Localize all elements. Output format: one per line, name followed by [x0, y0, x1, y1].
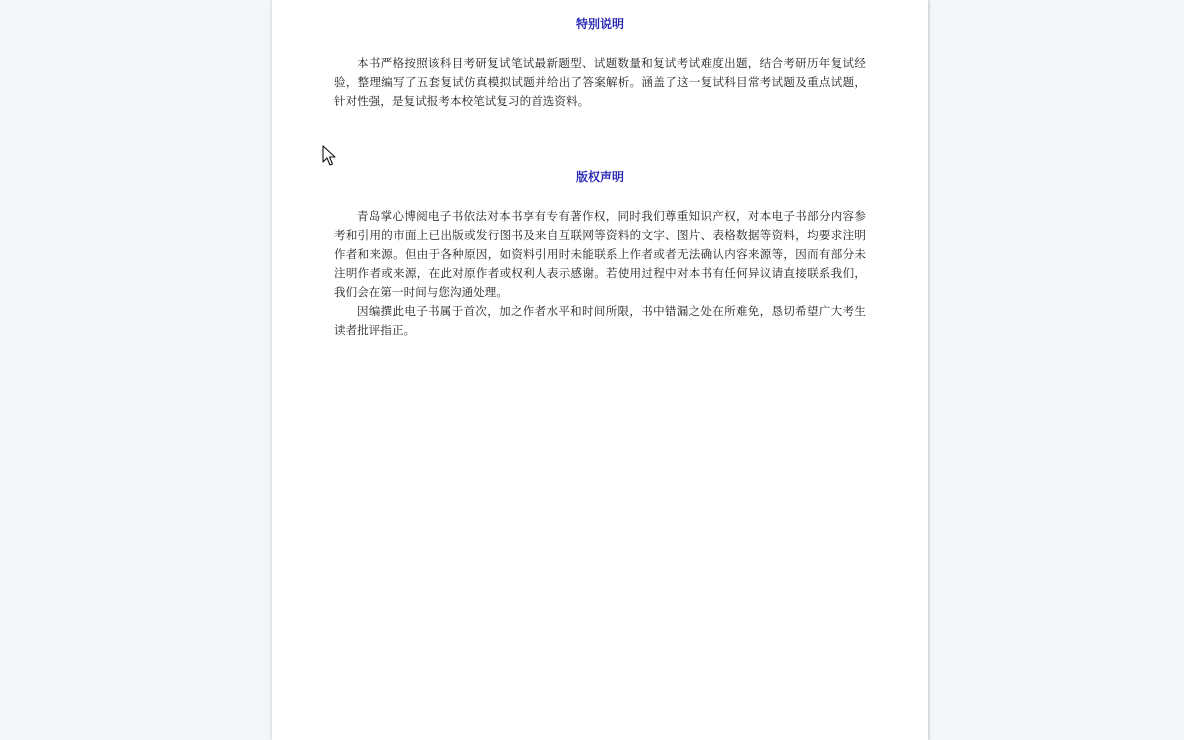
- copyright-title: 版权声明: [575, 170, 624, 184]
- copyright-body: [334, 207, 866, 340]
- special-note-paragraph: 本书严格按照该科目考研复试笔试最新题型、试题数量和复试考试难度出题，结合考研历年复试经验，整理编写了五套复试仿真模拟试题并给出了答案解析。涵盖了这一复试科目常考试题及重点试题，针对性强，是复试报考本校笔试复习的首选资料。: [334, 56, 866, 108]
- document-page: [272, 0, 928, 740]
- special-note-title: 特别说明: [575, 17, 624, 31]
- mouse-pointer-icon: [322, 145, 338, 167]
- special-note-body: [334, 54, 866, 111]
- copyright-paragraph-1: 青岛掌心博阅电子书依法对本书享有专有著作权，同时我们尊重知识产权，对本电子书部分内容参考和引用的市面上已出版或发行图书及来自互联网等资料的文字、图片、表格数据等资料，均要求注明作者和来源。但由于各种原因，如资料引用时未能联系上作者或者无法确认内容来源等，因而有部分未注明作者或来源，在此对原作者或权利人表示感谢。若使用过程中对本书有任何异议请直接联系我们，我们会在第一时间与您沟通处理。: [334, 209, 866, 299]
- copyright-paragraph-2: 因编撰此电子书属于首次，加之作者水平和时间所限，书中错漏之处在所难免，恳切希望广大考生读者批评指正。: [334, 304, 866, 337]
